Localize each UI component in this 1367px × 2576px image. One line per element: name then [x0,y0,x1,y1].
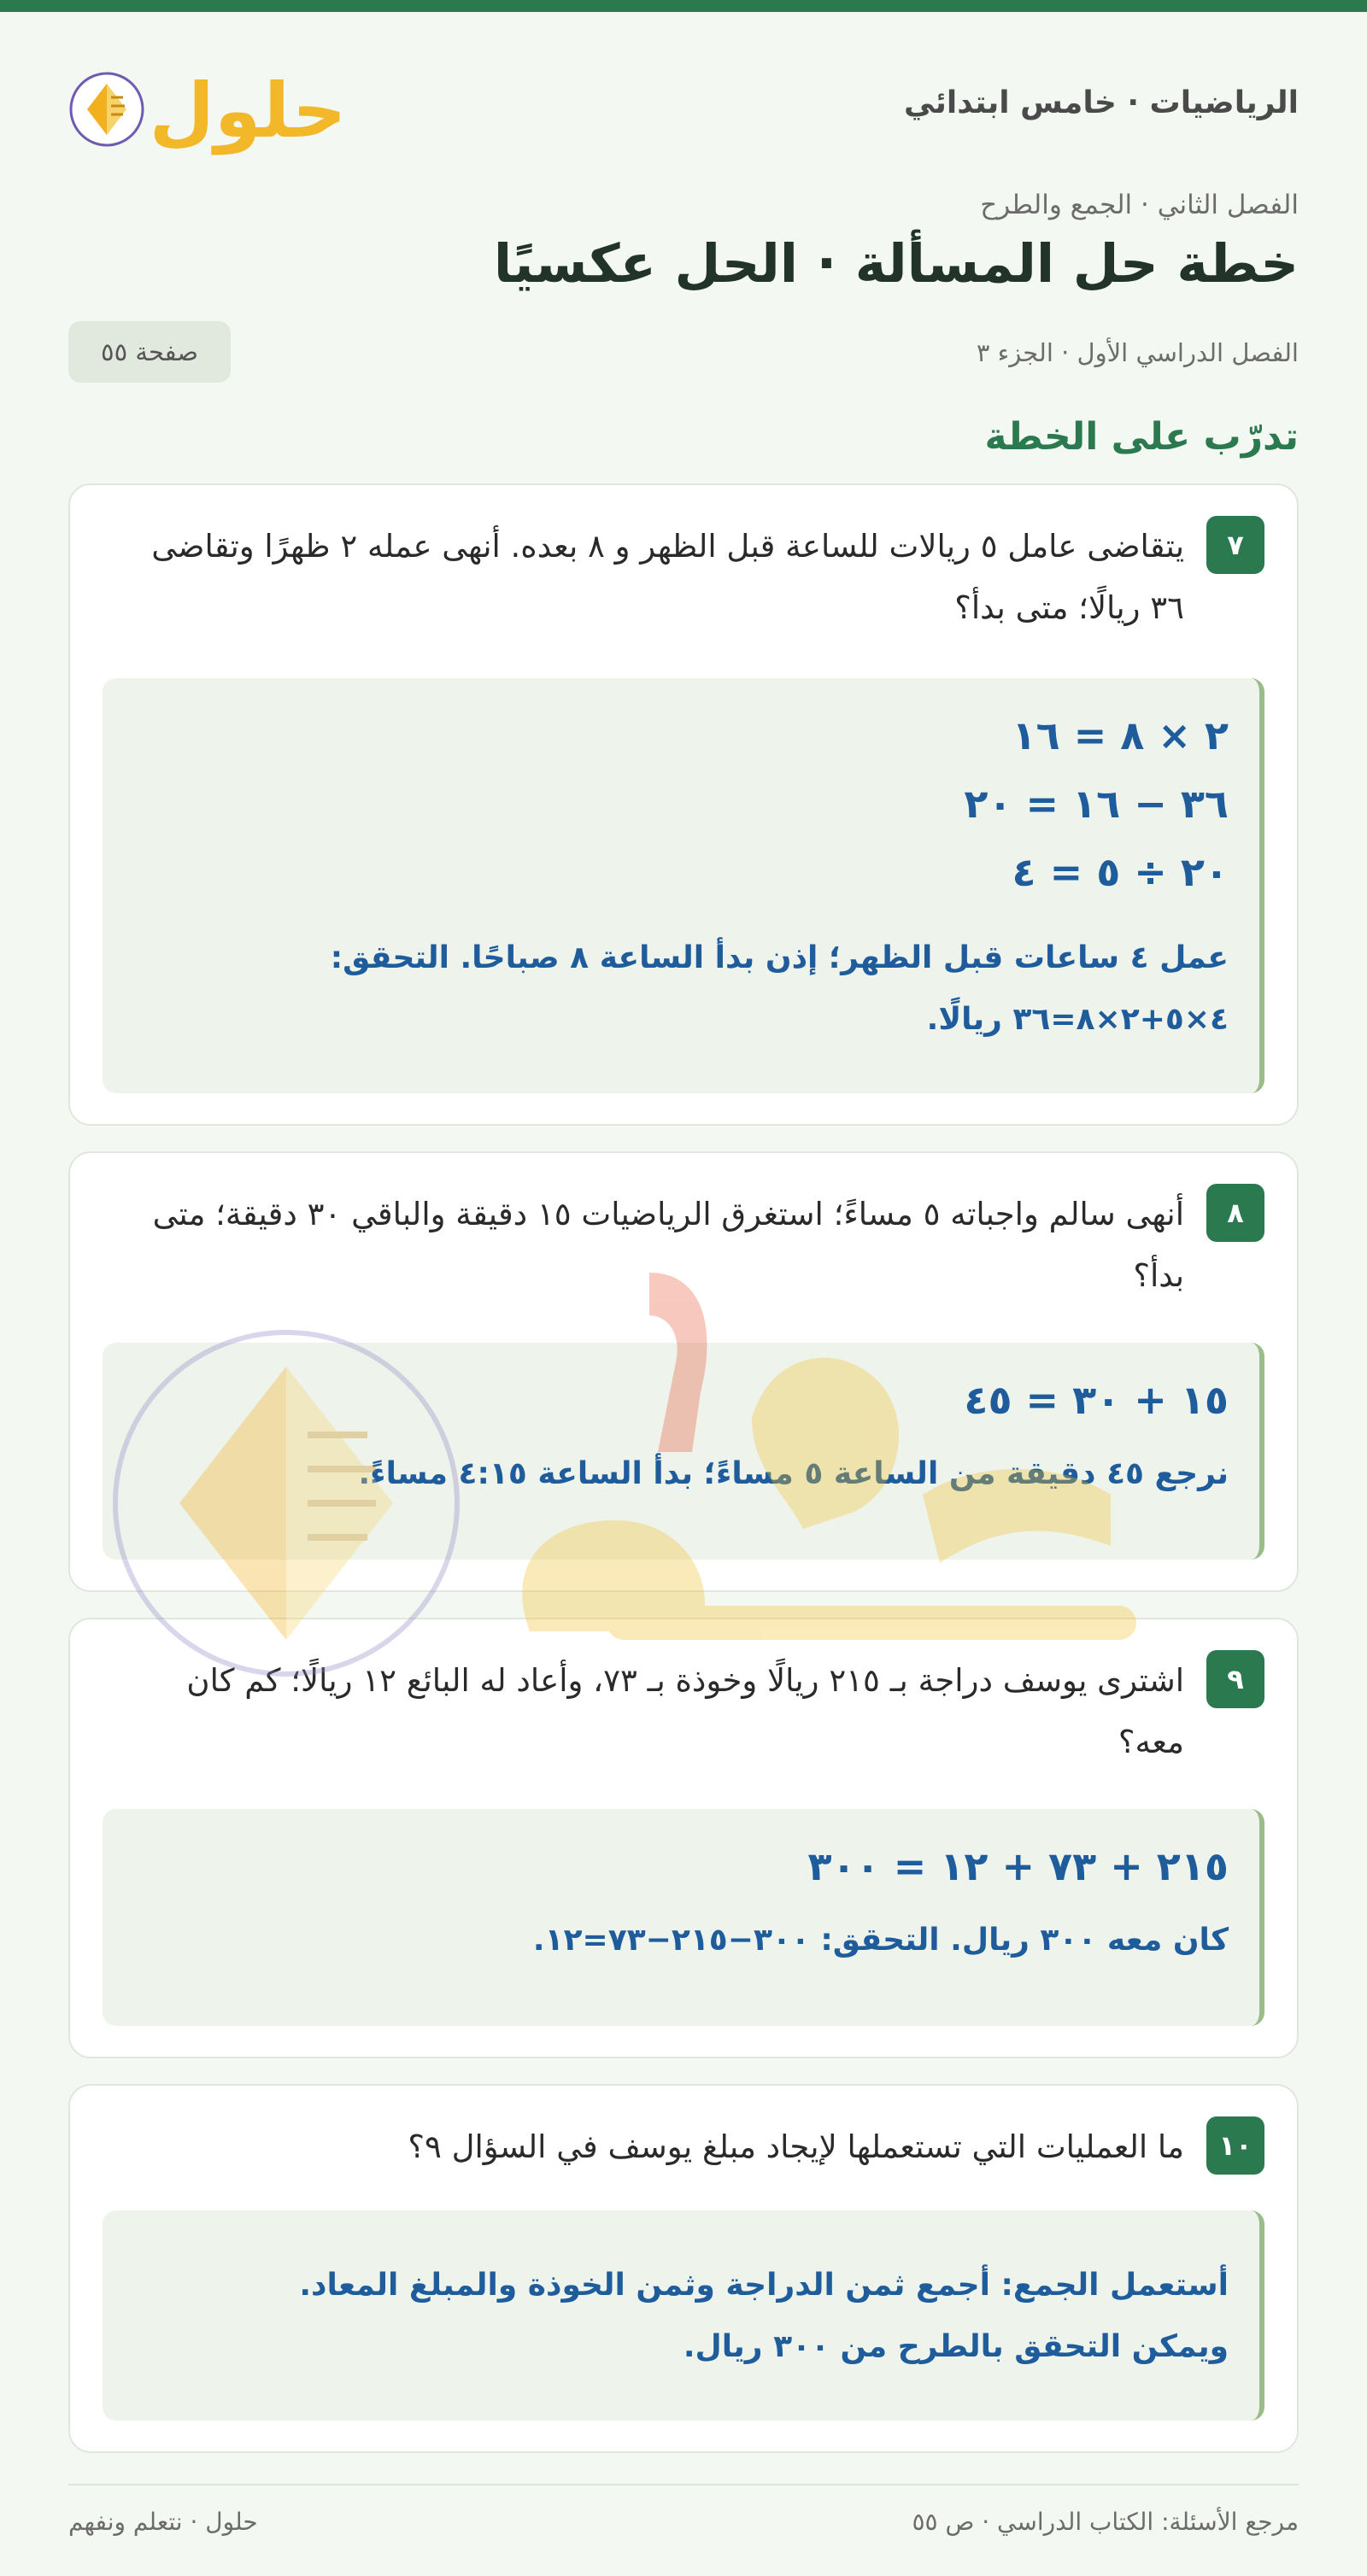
page-header [68,53,1299,155]
answer-explanation: نرجع ٤٥ دقيقة من الساعة ٥ مساءً؛ بدأ الساعة ٤:١٥ مساءً. [358,1456,1229,1491]
page-number-badge: صفحة ٥٥ [68,321,231,383]
footer-brand: حلول · نتعلم ونفهم [68,2508,258,2536]
footer-reference: مرجع الأسئلة: الكتاب الدراسي · ص ٥٥ [912,2508,1299,2536]
question-card-9 [68,1618,1299,2058]
chapter-label: الفصل الثاني · الجمع والطرح [980,190,1299,220]
footer-divider [68,2484,1299,2485]
question-number-badge: ١٠ [1206,2116,1264,2175]
question-number-badge: ٧ [1206,516,1264,574]
answer-box [103,678,1264,1093]
section-title: تدرّب على الخطة [984,415,1299,459]
question-card-7 [68,483,1299,1126]
question-text: يتقاضى عامل ٥ ريالات للساعة قبل الظهر و ٨ بعده. أنهى عمله ٢ ظهرًا وتقاضى ٣٦ ريالًا؛ متى بدأ؟ [151,528,1184,626]
top-accent-bar [0,0,1367,12]
question-text: اشترى يوسف دراجة بـ ٢١٥ ريالًا وخوذة بـ ٧٣، وأعاد له البائع ١٢ ريالًا؛ كم كان معه؟ [186,1662,1184,1760]
answer-box [103,1343,1264,1560]
question-card-10 [68,2084,1299,2453]
answer-equation: ١٥ + ٣٠ = ٤٥ [964,1377,1229,1423]
question-number-badge: ٨ [1206,1184,1264,1242]
answer-equation: ٢١٥ + ٧٣ + ١٢ = ٣٠٠ [807,1843,1229,1889]
question-card-8 [68,1151,1299,1592]
logo-icon [68,53,347,155]
answer-explanation: عمل ٤ ساعات قبل الظهر؛ إذن بدأ الساعة ٨ صباحًا. التحقق: ٤×٥+٢×٨=٣٦ ريالًا. [330,940,1229,1037]
answer-explanation: أستعمل الجمع: أجمع ثمن الدراجة وثمن الخوذة والمبلغ المعاد. ويمكن التحقق بالطرح من ٣٠٠ ريال. [299,2268,1229,2364]
subject-grade-title: الرياضيات · خامس ابتدائي [903,85,1299,120]
svg-text:حلول: حلول [149,67,347,155]
page-title: خطة حل المسألة · الحل عكسيًا [493,232,1299,295]
answer-equation: ٣٦ − ١٦ = ٢٠ [964,781,1229,827]
question-text: أنهى سالم واجباته ٥ مساءً؛ استغرق الرياضيات ١٥ دقيقة والباقي ٣٠ دقيقة؛ متى بدأ؟ [152,1196,1184,1294]
question-number-badge: ٩ [1206,1650,1264,1708]
answer-box [103,2210,1264,2421]
answer-explanation: كان معه ٣٠٠ ريال. التحقق: ٣٠٠−٢١٥−٧٣=١٢. [532,1923,1229,1958]
answer-equation: ٢ × ٨ = ١٦ [1012,712,1229,758]
question-text: ما العمليات التي تستعملها لإيجاد مبلغ يوسف في السؤال ٩؟ [408,2128,1184,2165]
answer-box [103,1809,1264,2026]
logo [68,53,347,155]
answer-equation: ٢٠ ÷ ٥ = ٤ [1012,849,1229,895]
semester-label: الفصل الدراسي الأول · الجزء ٣ [976,338,1299,367]
